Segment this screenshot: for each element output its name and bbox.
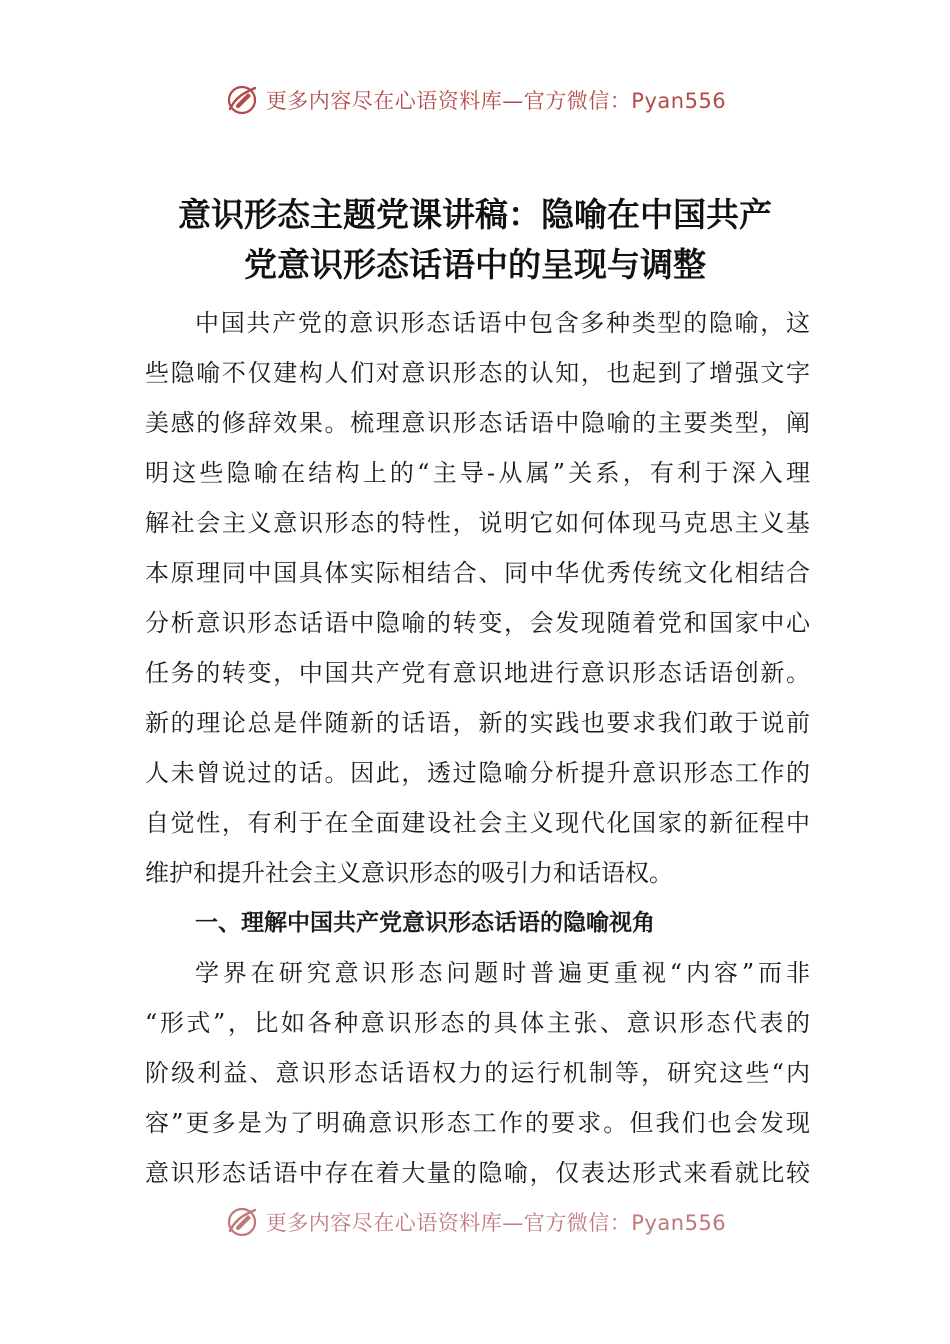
text-line: 自觉性，有利于在全面建设社会主义现代化国家的新征程中 bbox=[145, 809, 810, 837]
paragraph-section1 bbox=[145, 948, 810, 1198]
watermark-text: 更多内容尽在心语资料库—官方微信：Pyan556 bbox=[265, 89, 727, 113]
text-line: 任务的转变，中国共产党有意识地进行意识形态话语创新。 bbox=[145, 659, 810, 687]
text-line: 意识形态话语中存在着大量的隐喻，仅表达形式来看就比较 bbox=[145, 1159, 810, 1187]
pen-swirl-logo-icon bbox=[224, 82, 260, 118]
text-line: 分析意识形态话语中隐喻的转变，会发现随着党和国家中心 bbox=[145, 609, 810, 637]
pen-swirl-logo-icon bbox=[224, 1204, 260, 1240]
text-line: 些隐喻不仅建构人们对意识形态的认知，也起到了增强文字 bbox=[145, 359, 810, 387]
paragraph-intro bbox=[145, 298, 810, 898]
watermark-text: 更多内容尽在心语资料库—官方微信：Pyan556 bbox=[265, 1211, 727, 1235]
footer-watermark bbox=[0, 1200, 950, 1244]
text-line: 明这些隐喻在结构上的“主导-从属”关系，有利于深入理 bbox=[145, 459, 810, 487]
text-line: 美感的修辞效果。梳理意识形态话语中隐喻的主要类型，阐 bbox=[145, 409, 810, 437]
section-heading: 一、理解中国共产党意识形态话语的隐喻视角 bbox=[195, 910, 655, 936]
title-line: 党意识形态话语中的呈现与调整 bbox=[244, 245, 706, 284]
text-line: 新的理论总是伴随新的话语，新的实践也要求我们敢于说前 bbox=[145, 709, 810, 737]
document-title bbox=[120, 190, 830, 290]
header-watermark bbox=[0, 78, 950, 122]
text-line: 中国共产党的意识形态话语中包含多种类型的隐喻，这 bbox=[195, 309, 810, 337]
text-line: 维护和提升社会主义意识形态的吸引力和话语权。 bbox=[145, 859, 673, 887]
text-line: 学界在研究意识形态问题时普遍更重视“内容”而非 bbox=[195, 959, 810, 987]
text-line: 容”更多是为了明确意识形态工作的要求。但我们也会发现 bbox=[145, 1109, 810, 1137]
document-body bbox=[145, 298, 810, 1198]
text-line: 解社会主义意识形态的特性，说明它如何体现马克思主义基 bbox=[145, 509, 810, 537]
text-line: 人未曾说过的话。因此，透过隐喻分析提升意识形态工作的 bbox=[145, 759, 810, 787]
text-line: 阶级利益、意识形态话语权力的运行机制等，研究这些“内 bbox=[145, 1059, 810, 1087]
text-line: 本原理同中国具体实际相结合、同中华优秀传统文化相结合 bbox=[145, 559, 810, 587]
title-line: 意识形态主题党课讲稿：隐喻在中国共产 bbox=[178, 195, 772, 234]
text-line: “形式”，比如各种意识形态的具体主张、意识形态代表的 bbox=[145, 1009, 810, 1037]
